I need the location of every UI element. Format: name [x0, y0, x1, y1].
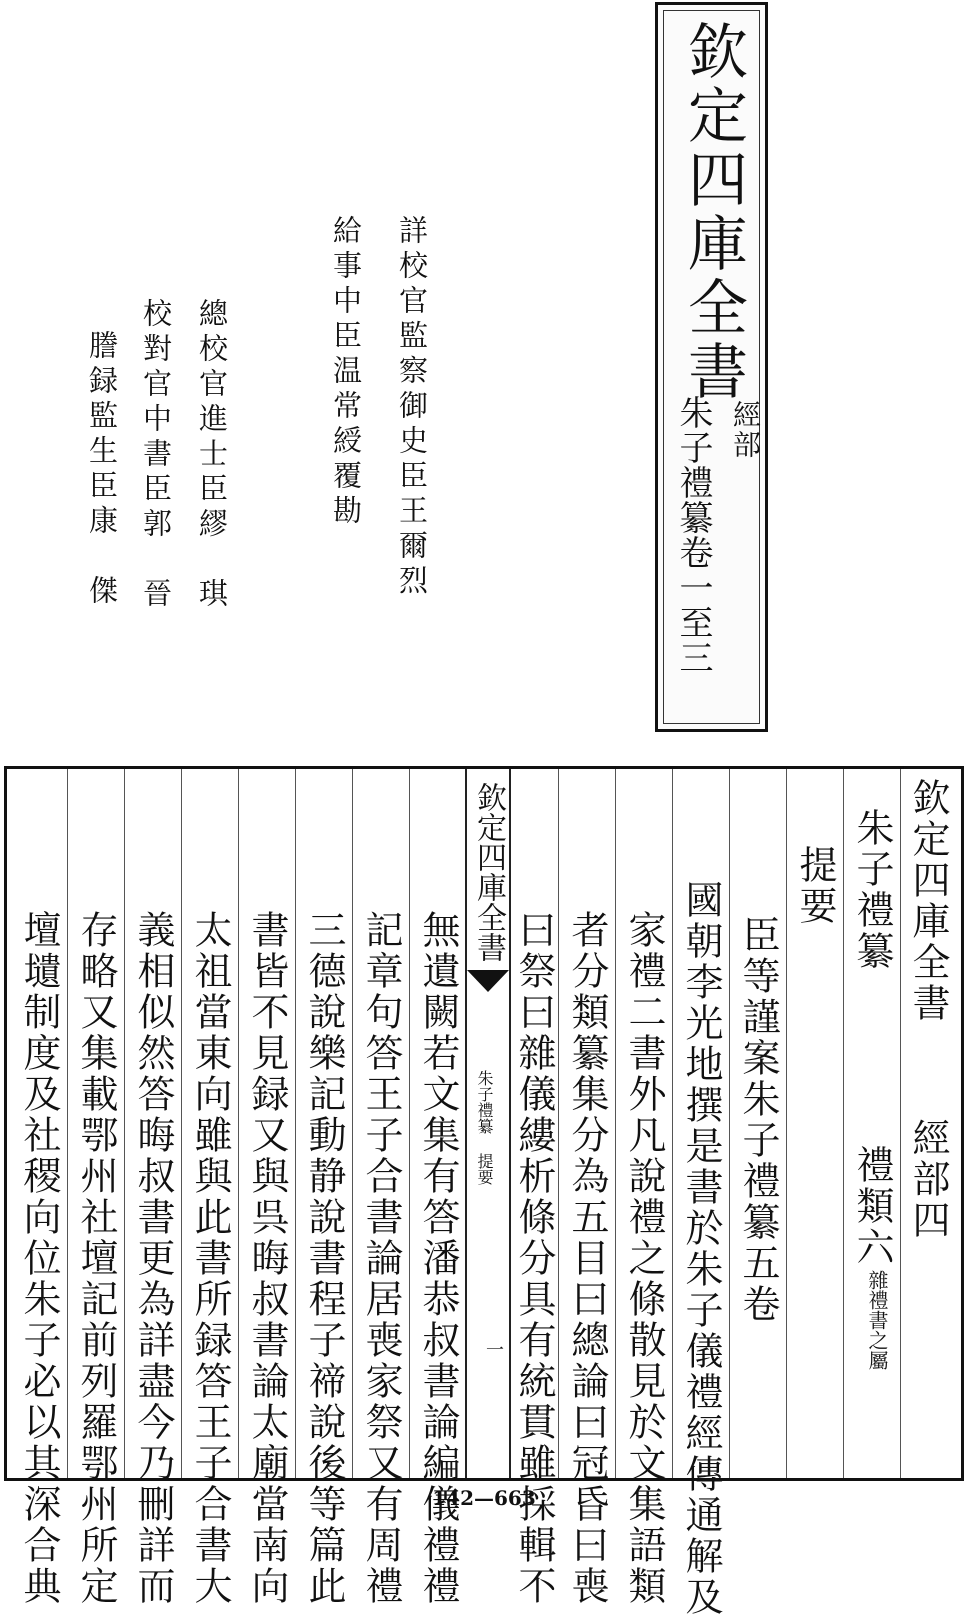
text-column: 太祖當東向雖與此書所録答王子合書大	[188, 910, 232, 1607]
text-column: 存略又集載鄂州社壇記前列羅鄂州所定	[74, 910, 118, 1607]
text-column: 記章句答王子合書論居喪家祭又有周禮	[359, 910, 403, 1607]
fold-subtitle: 朱子禮纂 提要	[475, 1070, 494, 1185]
text-column: 家禮二書外凡說禮之條散見於文集語類	[622, 910, 666, 1607]
text-column: 國朝李光地撰是書於朱子儀禮經傳通解及	[679, 880, 723, 1618]
book-name: 朱子禮纂	[850, 808, 894, 972]
category: 禮類六	[850, 1145, 894, 1268]
text-column: 義相似然答晦叔書更為詳盡今乃刪詳而	[131, 910, 175, 1607]
page-number: 142—663	[432, 1486, 536, 1510]
credit-line: 謄録監生臣康 傑	[85, 330, 119, 610]
credit-line: 給事中臣温常綬覆勘	[329, 215, 363, 530]
fold-title: 欽定四庫全書	[471, 782, 506, 962]
fishtail-mark	[467, 970, 509, 992]
text-column: 書皆不見録又與呉晦叔書論太廟當南向	[245, 910, 289, 1607]
text-column: 臣等謹案朱子禮纂五卷	[736, 915, 780, 1325]
credit-line: 總校官進士臣繆 琪	[195, 298, 229, 613]
text-column: 者分類纂集分為五目曰總論曰冠昏曰喪	[565, 910, 609, 1607]
section-label: 經部	[729, 400, 762, 460]
fold-leaf-number: 一	[483, 1340, 504, 1358]
text-column: 壇壝制度及社稷向位朱子必以其深合典	[17, 910, 61, 1607]
section-heading: 提要	[793, 845, 837, 927]
category-note: 雜禮書之屬	[865, 1270, 889, 1370]
header-title: 欽定四庫全書	[906, 778, 950, 1024]
text-column: 無遺闕若文集有答潘恭叔書論編儀禮禮	[416, 910, 460, 1607]
credit-line: 詳校官監察御史臣王爾烈	[395, 215, 429, 600]
header-section: 經部四	[906, 1118, 950, 1241]
text-column: 曰祭曰雜儀縷析條分具有統貫雖採輯不	[512, 910, 556, 1607]
book-title: 朱子禮纂卷一至三	[673, 395, 713, 675]
text-column: 三德說樂記動静說書程子禘說後等篇此	[302, 910, 346, 1607]
credit-line: 校對官中書臣郭 晉	[139, 298, 173, 613]
series-title: 欽定四庫全書	[678, 20, 748, 404]
